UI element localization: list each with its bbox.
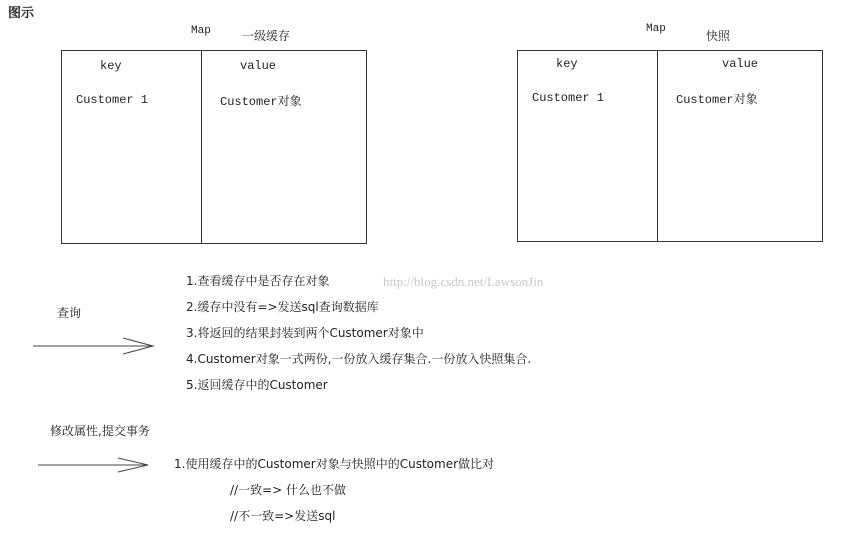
left-value: Customer对象 bbox=[220, 95, 302, 109]
query-step: 1.查看缓存中是否存在对象 bbox=[186, 274, 330, 288]
left-map-table bbox=[61, 50, 367, 244]
query-step: 3.将返回的结果封装到两个Customer对象中 bbox=[186, 326, 424, 340]
commit-step: //一致=> 什么也不做 bbox=[230, 483, 347, 497]
commit-step: //不一致=>发送sql bbox=[230, 509, 336, 523]
query-step: 5.返回缓存中的Customer bbox=[186, 378, 328, 392]
right-map-title: 快照 bbox=[706, 29, 731, 43]
query-label: 查询 bbox=[57, 306, 82, 320]
commit-label: 修改属性,提交事务 bbox=[50, 424, 150, 438]
commit-step: 1.使用缓存中的Customer对象与快照中的Customer做比对 bbox=[174, 457, 495, 471]
query-step: 2.缓存中没有=>发送sql查询数据库 bbox=[186, 300, 379, 314]
right-key: Customer 1 bbox=[532, 91, 605, 105]
left-key-header: key bbox=[100, 59, 122, 73]
left-map-label: Map bbox=[191, 25, 211, 37]
heading: 图示 bbox=[8, 6, 35, 21]
right-value: Customer对象 bbox=[676, 93, 758, 107]
watermark: http://blog.csdn.net/LawsonJin bbox=[383, 274, 544, 289]
left-key: Customer 1 bbox=[76, 93, 149, 107]
right-value-header: value bbox=[722, 57, 759, 71]
right-map-label: Map bbox=[646, 23, 666, 35]
right-key-header: key bbox=[556, 57, 578, 71]
left-value-header: value bbox=[240, 59, 277, 73]
right-map-table bbox=[517, 50, 823, 242]
query-step: 4.Customer对象一式两份,一份放入缓存集合.一份放入快照集合. bbox=[186, 352, 532, 366]
commit-arrow-icon bbox=[38, 455, 153, 475]
query-arrow-icon bbox=[33, 336, 158, 356]
left-map-title: 一级缓存 bbox=[242, 29, 291, 43]
